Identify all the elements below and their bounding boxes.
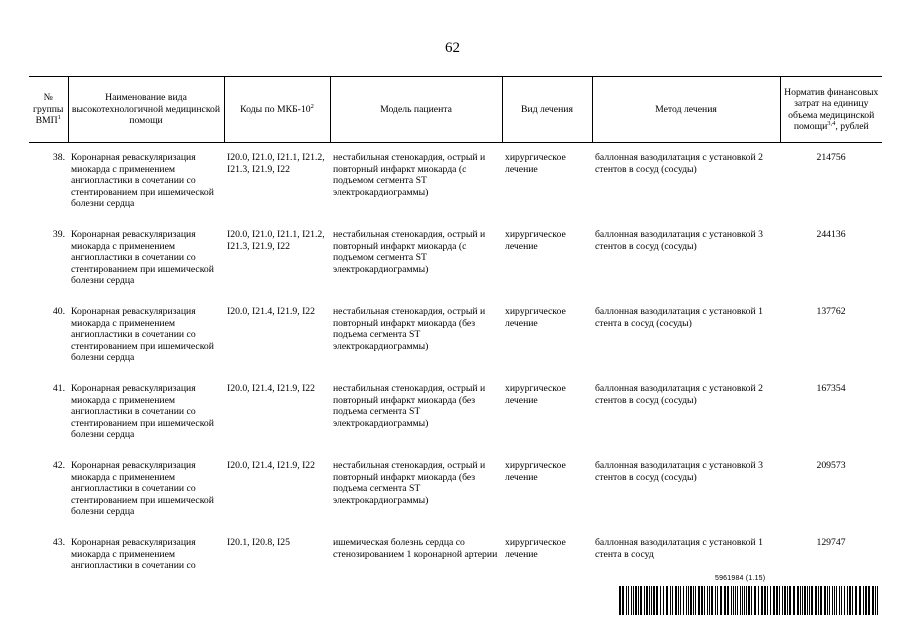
cost-value: 129747 (816, 537, 846, 548)
table-row (29, 383, 882, 460)
treatment-method: баллонная вазодилатация с установкой 3 стентов в сосуд (сосуды) (595, 229, 763, 252)
header-group-number: № группы ВМП$^1$ (29, 77, 68, 143)
treatment-method: баллонная вазодилатация с установкой 2 стентов в сосуд (сосуды) (595, 383, 763, 406)
treatment-method: баллонная вазодилатация с установкой 3 стентов в сосуд (сосуды) (595, 460, 763, 483)
table-row (29, 460, 882, 537)
patient-model: ишемическая болезнь сердца со стенозированием 1 коронарной артерии (333, 537, 498, 560)
care-type-name: Коронарная реваскуляризация миокарда с применением ангиопластики в сочетании со стентированием при ишемической болезни сердца (71, 306, 214, 363)
group-number: 38. (52, 152, 65, 163)
barcode-icon (619, 586, 881, 615)
icd10-codes: I20.0, I21.4, I21.9, I22 (227, 306, 315, 317)
icd10-codes: I20.1, I20.8, I25 (227, 537, 290, 548)
group-number: 43. (52, 537, 65, 548)
page-number: 62 (445, 40, 460, 56)
treatment-method: баллонная вазодилатация с установкой 2 стентов в сосуд (сосуды) (595, 152, 763, 175)
care-type-name: Коронарная реваскуляризация миокарда с применением ангиопластики в сочетании со (71, 537, 196, 571)
icd10-codes: I20.0, I21.4, I21.9, I22 (227, 460, 315, 471)
treatment-type: хирургическое лечение (505, 537, 566, 560)
table-row (29, 537, 882, 577)
treatment-method: баллонная вазодилатация с установкой 1 стента в сосуд (сосуды) (595, 306, 763, 329)
care-type-name: Коронарная реваскуляризация миокарда с применением ангиопластики в сочетании со стентированием при ишемической болезни сердца (71, 460, 214, 517)
group-number: 39. (52, 229, 65, 240)
icd10-codes: I20.0, I21.0, I21.1, I21.2, I21.3, I21.9, I22 (227, 152, 325, 175)
table-row (29, 306, 882, 383)
table-header-row (29, 77, 882, 143)
header-treatment-type: Вид лечения (502, 77, 592, 143)
cost-value: 137762 (816, 306, 846, 317)
treatment-type: хирургическое лечение (505, 383, 566, 406)
treatment-type: хирургическое лечение (505, 229, 566, 252)
icd10-codes: I20.0, I21.4, I21.9, I22 (227, 383, 315, 394)
header-care-type-name: Наименование вида высокотехнологичной медицинской помощи (68, 77, 224, 143)
header-treatment-method: Метод лечения (592, 77, 780, 143)
group-number: 40. (52, 306, 65, 317)
cost-value: 167354 (816, 383, 846, 394)
patient-model: нестабильная стенокардия, острый и повторный инфаркт миокарда (с подъемом сегмента ST электрокардиограммы) (333, 152, 486, 198)
header-icd10-codes: Коды по МКБ-$10^2$ (224, 77, 330, 143)
cost-value: 209573 (816, 460, 846, 471)
care-type-name: Коронарная реваскуляризация миокарда с применением ангиопластики в сочетании со стентированием при ишемической болезни сердца (71, 383, 214, 440)
table-row (29, 229, 882, 306)
vmp-table (29, 76, 882, 577)
care-type-name: Коронарная реваскуляризация миокарда с применением ангиопластики в сочетании со стентированием при ишемической болезни сердца (71, 229, 214, 286)
document-barcode (619, 575, 881, 615)
patient-model: нестабильная стенокардия, острый и повторный инфаркт миокарда (без подъема сегмента ST электрокардиограммы) (333, 383, 486, 429)
treatment-type: хирургическое лечение (505, 306, 566, 329)
patient-model: нестабильная стенокардия, острый и повторный инфаркт миокарда (с подъемом сегмента ST электрокардиограммы) (333, 229, 486, 275)
header-patient-model: Модель пациента (330, 77, 502, 143)
patient-model: нестабильная стенокардия, острый и повторный инфаркт миокарда (без подъема сегмента ST электрокардиограммы) (333, 306, 486, 352)
barcode-number: 5961984 (1.15) (715, 575, 766, 582)
group-number: 41. (52, 383, 65, 394)
treatment-type: хирургическое лечение (505, 460, 566, 483)
cost-value: 214756 (816, 152, 846, 163)
cost-value: 244136 (816, 229, 846, 240)
icd10-codes: I20.0, I21.0, I21.1, I21.2, I21.3, I21.9, I22 (227, 229, 325, 252)
header-cost-standard: Норматив финансовых затрат на единицу объема медицинской помощи$^{3,4}$, рублей (780, 77, 882, 143)
treatment-type: хирургическое лечение (505, 152, 566, 175)
patient-model: нестабильная стенокардия, острый и повторный инфаркт миокарда (без подъема сегмента ST электрокардиограммы) (333, 460, 486, 506)
care-type-name: Коронарная реваскуляризация миокарда с применением ангиопластики в сочетании со стентированием при ишемической болезни сердца (71, 152, 214, 209)
group-number: 42. (52, 460, 65, 471)
treatment-method: баллонная вазодилатация с установкой 1 стента в сосуд (595, 537, 763, 560)
table-row (29, 143, 882, 230)
